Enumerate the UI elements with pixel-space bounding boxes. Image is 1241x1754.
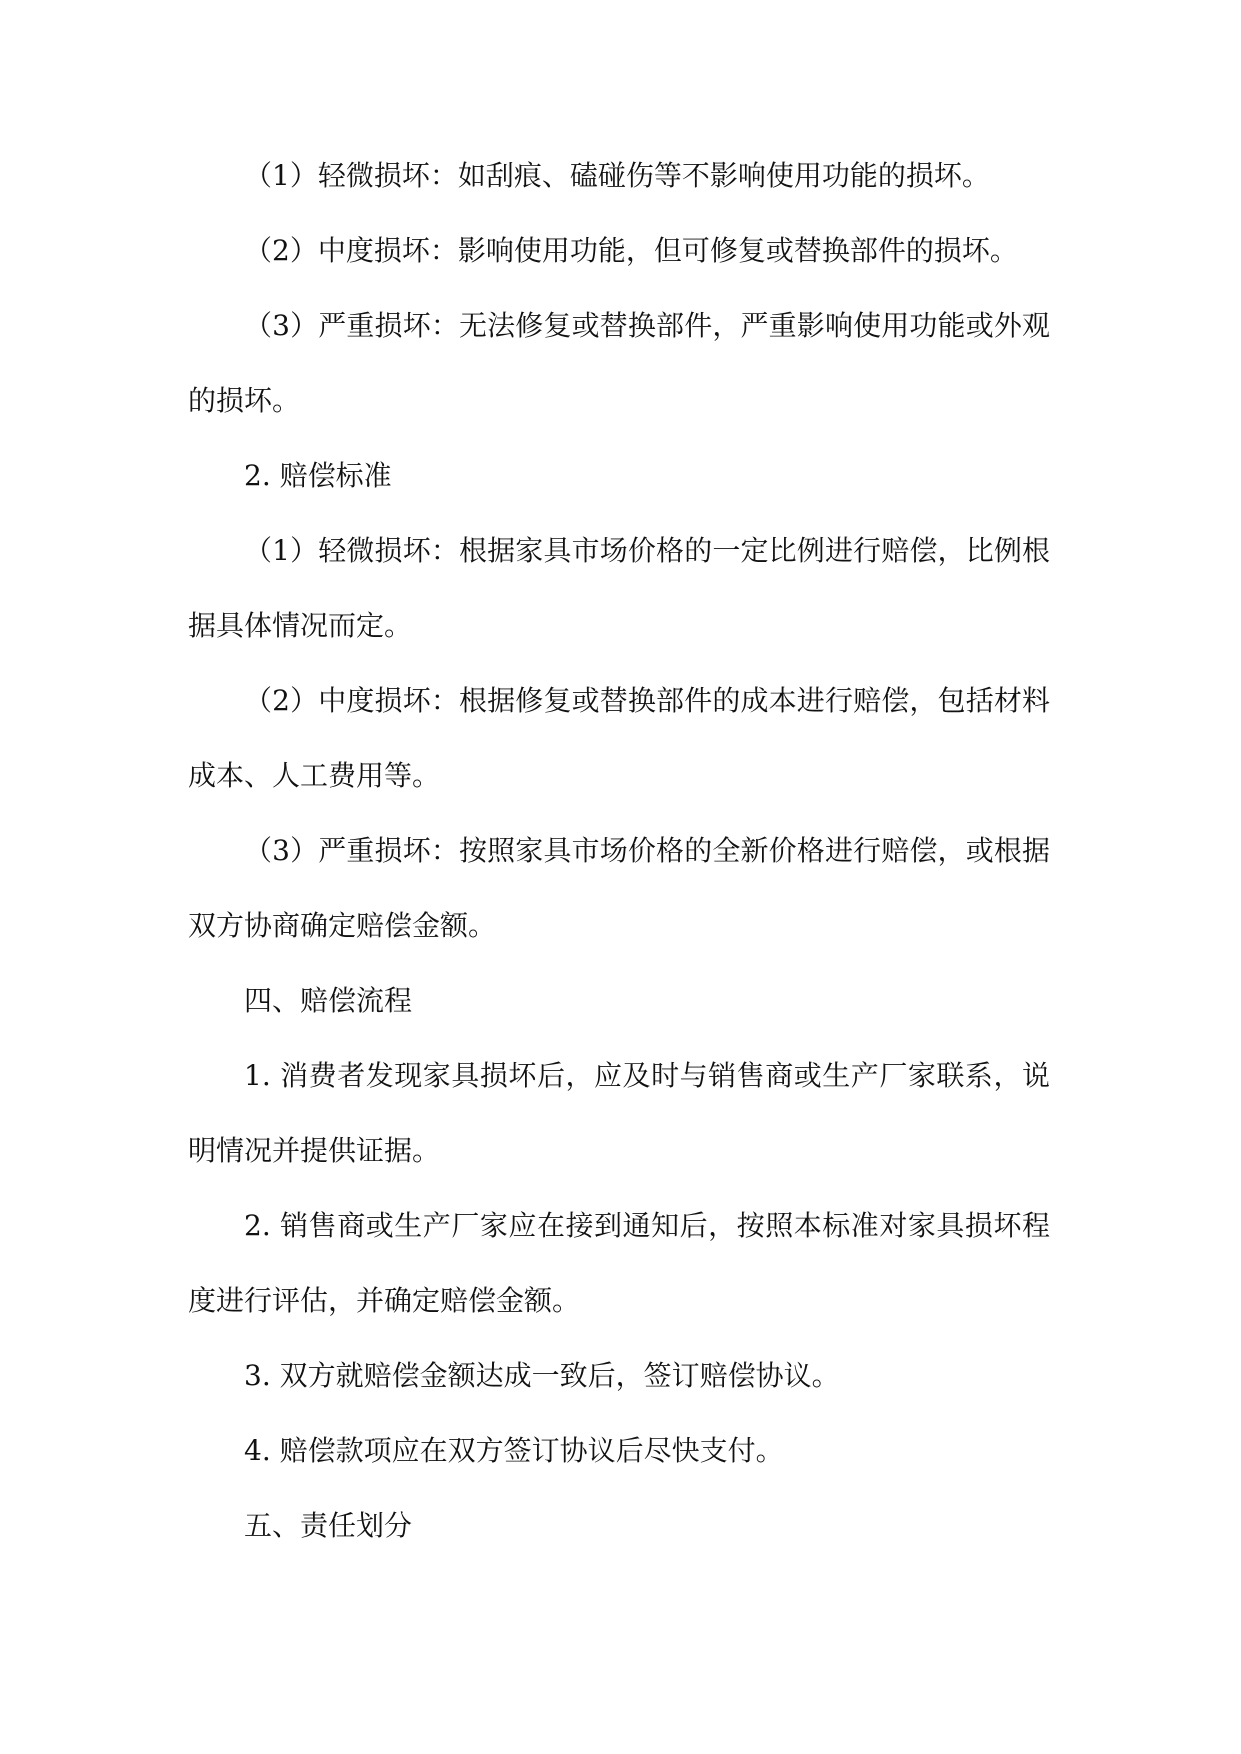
paragraph-minor-damage-compensation: （1）轻微损坏：根据家具市场价格的一定比例进行赔偿，比例根据具体情况而定。	[188, 534, 1050, 642]
paragraph-minor-damage-definition: （1）轻微损坏：如刮痕、磕碰伤等不影响使用功能的损坏。	[244, 159, 990, 192]
process-step-1: 1. 消费者发现家具损坏后，应及时与销售商或生产厂家联系，说明情况并提供证据。	[188, 1059, 1050, 1167]
heading-compensation-process: 四、赔偿流程	[244, 984, 413, 1017]
process-step-3: 3. 双方就赔偿金额达成一致后，签订赔偿协议。	[244, 1359, 840, 1392]
heading-compensation-standard: 2. 赔偿标准	[244, 459, 392, 492]
paragraph-severe-damage-compensation: （3）严重损坏：按照家具市场价格的全新价格进行赔偿，或根据双方协商确定赔偿金额。	[188, 834, 1050, 942]
process-step-2: 2. 销售商或生产厂家应在接到通知后，按照本标准对家具损坏程度进行评估，并确定赔偿金额。	[188, 1209, 1050, 1317]
paragraph-moderate-damage-compensation: （2）中度损坏：根据修复或替换部件的成本进行赔偿，包括材料成本、人工费用等。	[188, 684, 1050, 792]
paragraph-severe-damage-definition: （3）严重损坏：无法修复或替换部件，严重影响使用功能或外观的损坏。	[188, 309, 1050, 417]
heading-responsibility-division: 五、责任划分	[244, 1509, 413, 1542]
process-step-4: 4. 赔偿款项应在双方签订协议后尽快支付。	[244, 1434, 784, 1467]
document-body	[188, 138, 1050, 1563]
paragraph-moderate-damage-definition: （2）中度损坏：影响使用功能，但可修复或替换部件的损坏。	[244, 234, 1018, 267]
